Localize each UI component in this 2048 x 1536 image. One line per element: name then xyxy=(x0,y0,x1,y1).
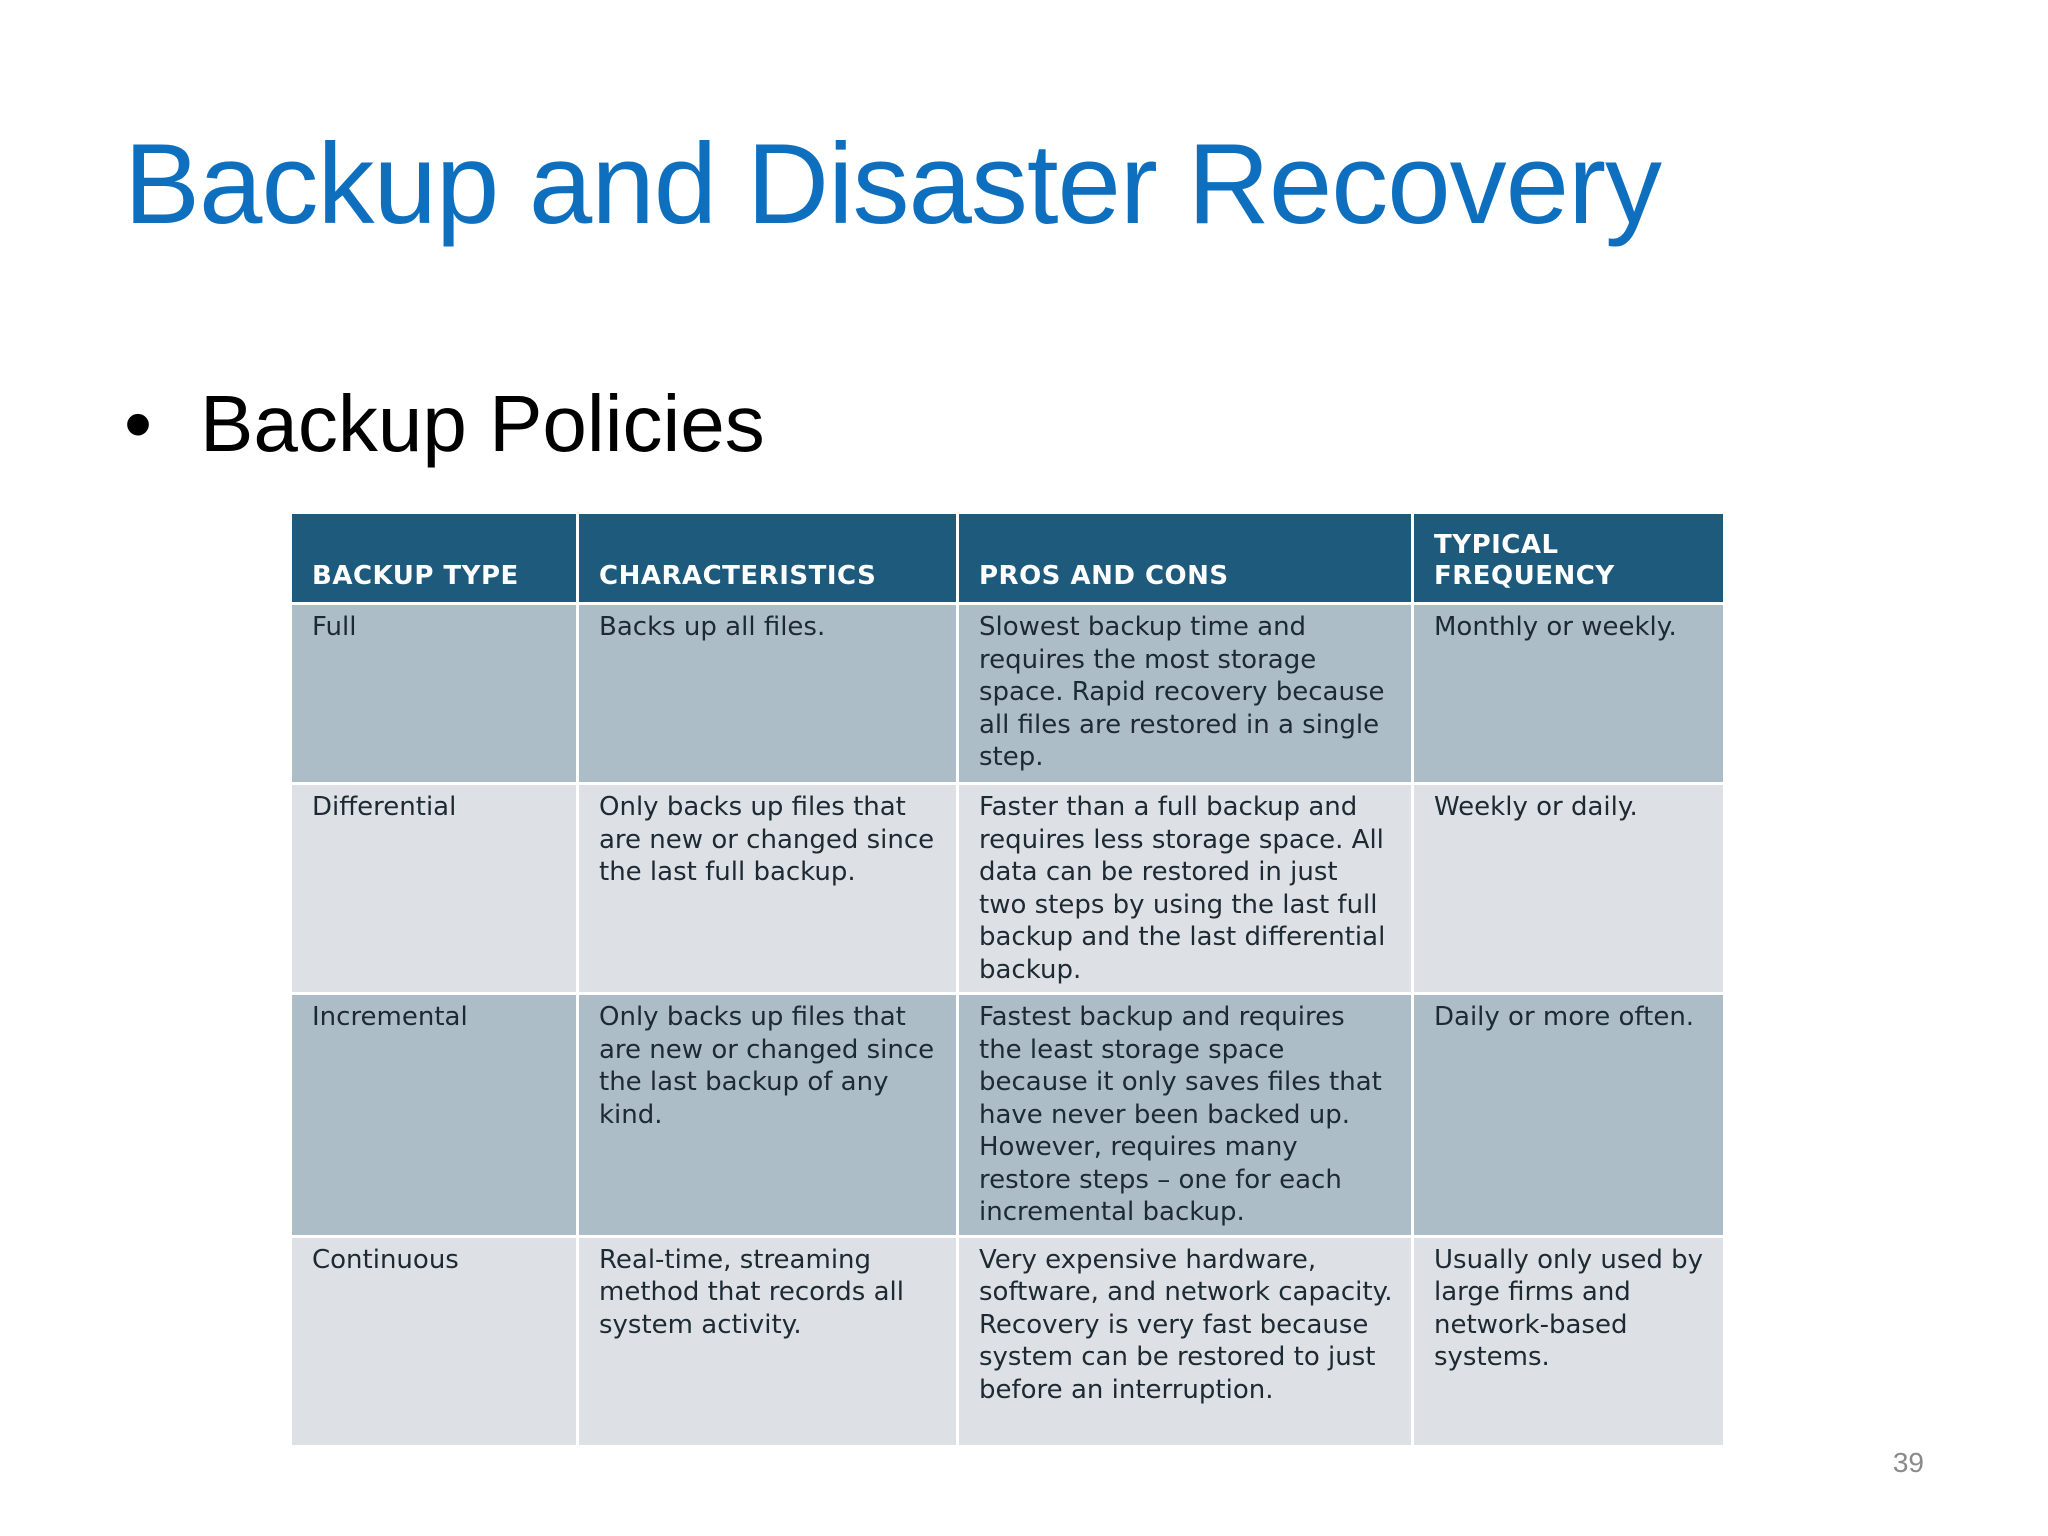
header-pros-and-cons: PROS AND CONS xyxy=(958,513,1413,604)
table-row xyxy=(291,784,1725,994)
slide-title: Backup and Disaster Recovery xyxy=(124,121,1662,248)
bullet-text: Backup Policies xyxy=(200,379,765,468)
cell-pros-and-cons: Slowest backup time and requires the most storage space. Rapid recovery because all files are restored in a single step. xyxy=(958,604,1413,784)
cell-characteristics: Only backs up files that are new or changed since the last full backup. xyxy=(578,784,958,994)
cell-frequency: Usually only used by large firms and network-based systems. xyxy=(1413,1236,1725,1446)
cell-backup-type: Continuous xyxy=(291,1236,578,1446)
cell-frequency: Monthly or weekly. xyxy=(1413,604,1725,784)
cell-characteristics: Backs up all files. xyxy=(578,604,958,784)
cell-backup-type: Full xyxy=(291,604,578,784)
cell-frequency: Weekly or daily. xyxy=(1413,784,1725,994)
bullet-dot-icon: • xyxy=(124,379,153,468)
cell-characteristics: Real-time, streaming method that records all system activity. xyxy=(578,1236,958,1446)
cell-pros-and-cons: Fastest backup and requires the least storage space because it only saves files that have never been backed up. However, requires many restore steps – one for each incremental backup. xyxy=(958,994,1413,1237)
cell-backup-type: Differential xyxy=(291,784,578,994)
cell-frequency: Daily or more often. xyxy=(1413,994,1725,1237)
table-row xyxy=(291,994,1725,1237)
table-row xyxy=(291,604,1725,784)
backup-policies-table xyxy=(289,511,1726,1448)
backup-policies-table-wrap xyxy=(289,511,1723,1434)
bullet-item xyxy=(124,380,765,468)
cell-pros-and-cons: Very expensive hardware, software, and network capacity. Recovery is very fast because system can be restored to just before an interruption. xyxy=(958,1236,1413,1446)
table-row xyxy=(291,1236,1725,1446)
page-number: 39 xyxy=(1892,1447,1924,1478)
cell-backup-type: Incremental xyxy=(291,994,578,1237)
cell-characteristics: Only backs up files that are new or changed since the last backup of any kind. xyxy=(578,994,958,1237)
header-backup-type: BACKUP TYPE xyxy=(291,513,578,604)
header-characteristics: CHARACTERISTICS xyxy=(578,513,958,604)
table-header-row xyxy=(291,513,1725,604)
header-typical-frequency: TYPICAL FREQUENCY xyxy=(1413,513,1725,604)
cell-pros-and-cons: Faster than a full backup and requires less storage space. All data can be restored in just two steps by using the last full backup and the last differential backup. xyxy=(958,784,1413,994)
